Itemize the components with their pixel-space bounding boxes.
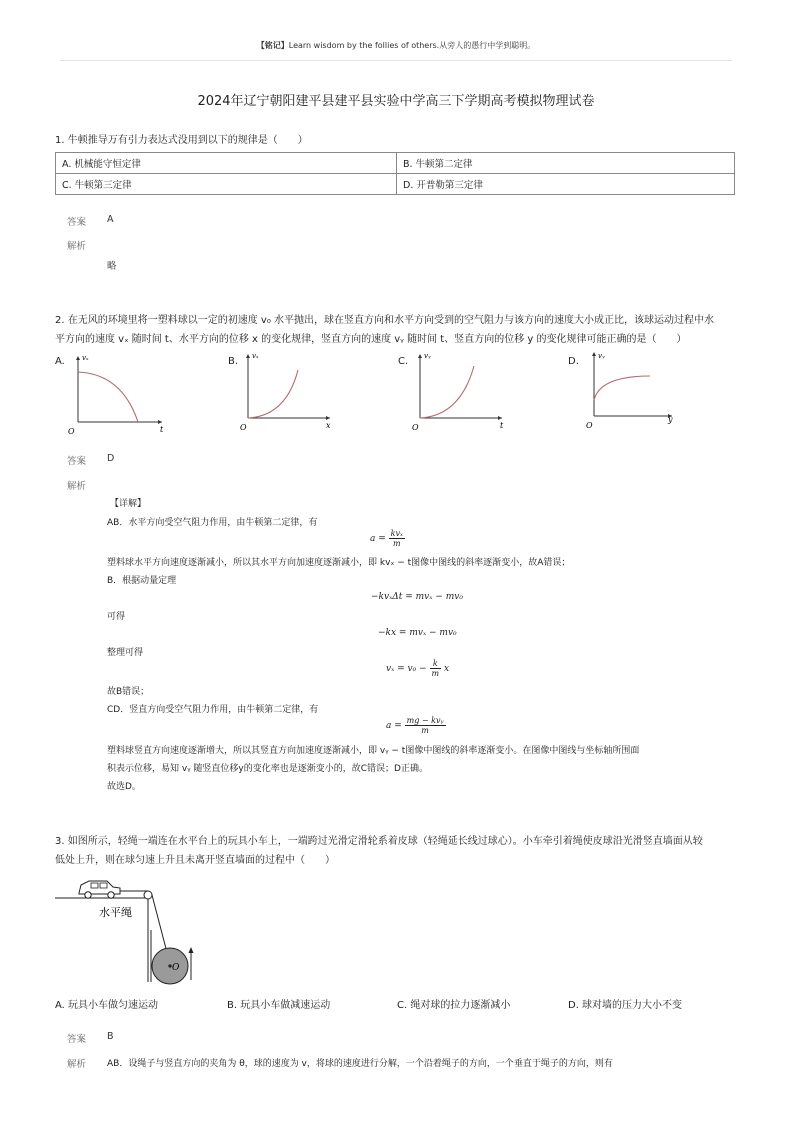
q2-graph-d-origin: O: [586, 421, 593, 430]
motto-text: Learn wisdom by the follies of others.从旁人的愚行中学到聪明。: [288, 41, 536, 50]
q2-stem-line2: 平方向的速度 vₓ 随时间 t、水平方向的位移 x 的变化规律，竖直方向的速度 vᵧ 随时间 t、竖直方向的位移 y 的变化规律可能正确的是（ ）: [55, 334, 687, 345]
q3-figure: [55, 870, 215, 986]
q2-answer: D: [107, 453, 115, 464]
q2-formula-4-num: k: [430, 659, 442, 669]
header-divider: [60, 60, 732, 61]
q2-formula-1: [370, 529, 405, 548]
q1-analysis: 略: [107, 261, 117, 272]
q2-stem-line1: 2. 在无风的环境里将一塑料球以一定的初速度 v₀ 水平抛出，球在竖直方向和水平方向受到的空气阻力与该方向的速度大小成正比，该球运动过程中水: [55, 315, 715, 326]
q2-line-zhengli: 整理可得: [107, 648, 144, 658]
q2-graph-a: [62, 350, 172, 438]
q2-formula-1-num: kvₓ: [390, 529, 403, 538]
q3-stem-line2: 低处上升，则在球匀速上升且未离开竖直墙面的过程中（ ）: [55, 855, 335, 866]
q2-graph-b: [234, 350, 344, 438]
q2-graph-b-xlabel: x: [326, 421, 331, 430]
q2-formula-5: [386, 716, 446, 735]
q1-analysis-label: 解析: [67, 241, 87, 252]
q2-formula-4-lhs: vₓ = v₀ −: [386, 664, 427, 674]
q3-ball-label: O: [172, 963, 180, 973]
q2-graph-d-letter[interactable]: D.: [568, 356, 579, 367]
q3-option-c[interactable]: C. 绳对球的拉力逐渐减小: [397, 1000, 511, 1011]
q1-option-b[interactable]: B. 牛顿第二定律: [397, 153, 735, 174]
pulley-icon: [144, 891, 152, 899]
page-title: 2024年辽宁朝阳建平县建平县实验中学高三下学期高考模拟物理试卷: [197, 94, 595, 109]
q1-option-c[interactable]: C. 牛顿第三定律: [56, 174, 397, 195]
q2-formula-5-num: mg − kvᵧ: [406, 716, 444, 725]
q2-formula-4-rhs: x: [443, 664, 450, 674]
q3-option-d[interactable]: D. 球对墙的压力大小不变: [568, 1000, 683, 1011]
q2-graph-a-ylabel: vₓ: [82, 354, 89, 362]
q2-formula-4: [386, 659, 449, 678]
q3-option-b[interactable]: B. 玩具小车做减速运动: [227, 1000, 331, 1011]
q2-line-ab: AB．水平方向受空气阻力作用，由牛顿第二定律，有: [107, 518, 318, 528]
q2-line-kede: 可得: [107, 612, 126, 622]
q1-answer: A: [107, 214, 114, 225]
q2-graph-d-ylabel: vᵧ: [598, 352, 605, 360]
q2-formula-4-den: m: [431, 669, 440, 678]
q2-line-b-wrong: 故B错误；: [107, 687, 150, 697]
q3-figure-label: 水平绳: [99, 906, 132, 919]
q2-graph-c: [406, 350, 516, 438]
q2-formula-2: −kvₓΔt = mvₓ − mv₀: [371, 592, 463, 602]
q2-detail-title: 【详解】: [110, 499, 147, 509]
q2-line-cd-1: 塑料球竖直方向速度逐渐增大，所以其竖直方向加速度逐渐减小，即 vᵧ − t图像中图线的斜率逐渐变小。在图像中图线与坐标轴所围面: [107, 746, 640, 756]
q1-stem: 1. 牛顿推导万有引力表达式没用到以下的规律是（ ）: [55, 135, 308, 146]
q2-graph-a-xlabel: t: [160, 425, 164, 434]
toy-car-icon: [79, 881, 120, 898]
q2-graph-a-origin: O: [68, 427, 75, 436]
up-arrow-icon: [189, 947, 194, 953]
q2-graph-c-origin: O: [412, 423, 419, 432]
q2-graph-a-letter[interactable]: A.: [55, 356, 65, 367]
motto: [0, 40, 792, 51]
q3-answer: B: [107, 1031, 114, 1042]
q3-answer-label: 答案: [67, 1034, 87, 1045]
q2-answer-label: 答案: [67, 456, 87, 467]
q2-graph-d: [580, 350, 690, 438]
q1-option-d[interactable]: D. 开普勒第三定律: [397, 174, 735, 195]
q3-stem-line1: 3. 如图所示，轻绳一端连在水平台上的玩具小车上，一端跨过光滑定滑轮系着皮球（轻绳延长线过球心）。小车牵引着绳使皮球沿光滑竖直墙面从较: [55, 836, 703, 847]
q2-formula-3: −kx = mvₓ − mv₀: [378, 628, 457, 638]
q2-formula-1-den: m: [392, 539, 401, 548]
q2-formula-1-lhs: a =: [370, 534, 386, 544]
q2-graph-d-xlabel: y: [668, 415, 673, 424]
q2-line-cd: CD．竖直方向受空气阻力作用，由牛顿第二定律，有: [107, 705, 319, 715]
q2-graph-c-xlabel: t: [500, 421, 504, 430]
q2-graph-b-ylabel: vₓ: [252, 352, 259, 360]
q3-analysis-label: 解析: [67, 1059, 87, 1070]
q2-graph-c-letter[interactable]: C.: [398, 356, 409, 367]
q3-option-a[interactable]: A. 玩具小车做匀速运动: [55, 1000, 159, 1011]
q2-analysis-label: 解析: [67, 481, 87, 492]
q2-line-cd-2: 积表示位移，易知 vᵧ 随竖直位移y的变化率也是逐渐变小的，故C错误；D正确。: [107, 764, 428, 774]
q1-options-table: [55, 152, 735, 195]
q2-line-b-intro: B．根据动量定理: [107, 576, 177, 586]
q1-answer-label: 答案: [67, 217, 87, 228]
q2-conclusion: 故选D。: [107, 782, 141, 792]
q2-graph-b-letter[interactable]: B.: [228, 356, 239, 367]
motto-prefix: 【铭记】: [256, 41, 289, 50]
q2-graph-b-origin: O: [240, 423, 247, 432]
q2-formula-5-lhs: a =: [386, 721, 402, 731]
q2-graph-c-ylabel: vᵧ: [424, 352, 431, 360]
q2-line-a-wrong: 塑料球水平方向速度逐渐减小，所以其水平方向加速度逐渐减小，即 kvₓ − t图像中图线的斜率逐渐变小，故A错误；: [107, 558, 571, 568]
q2-formula-5-den: m: [421, 726, 429, 735]
q3-analysis-line: AB．设绳子与竖直方向的夹角为 θ，球的速度为 v，将球的速度进行分解，一个沿着绳子的方向，一个垂直于绳子的方向，则有: [107, 1059, 613, 1069]
q1-option-a[interactable]: A. 机械能守恒定律: [56, 153, 397, 174]
